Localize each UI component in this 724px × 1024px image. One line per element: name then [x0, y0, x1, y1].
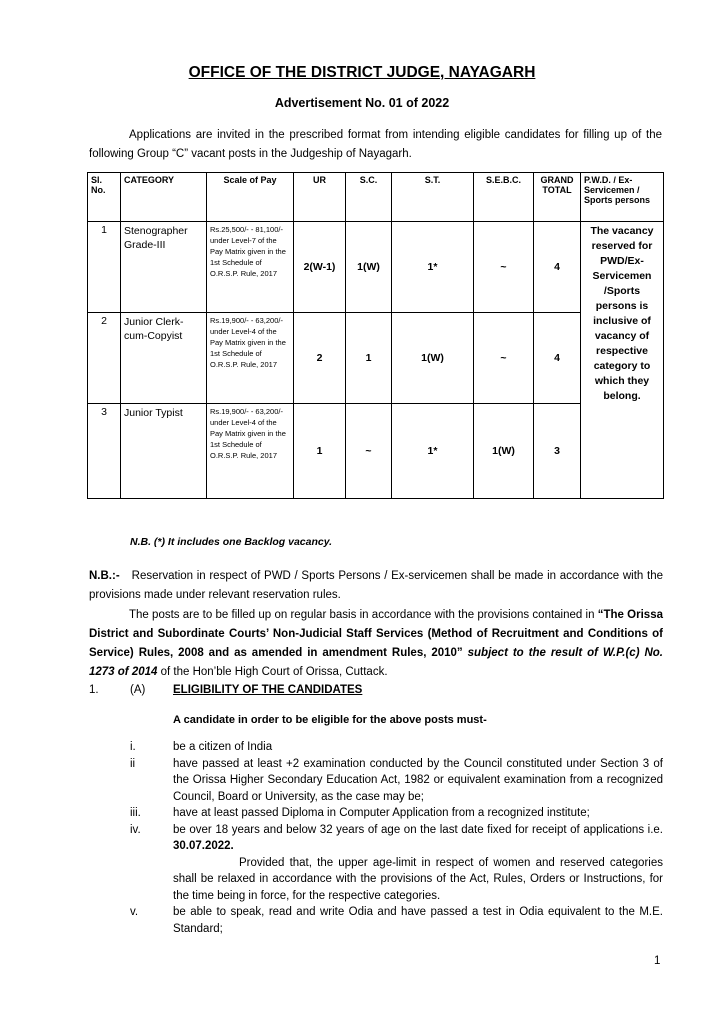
cell-sc: 1	[346, 313, 392, 404]
header-st: S.T.	[392, 173, 474, 222]
list-text-with-date	[173, 822, 663, 855]
cell-sl: 1	[88, 222, 121, 313]
header-pwd: P.W.D. / Ex-Servicemen / Sports persons	[581, 173, 664, 222]
cell-scale: Rs.19,900/- - 63,200/- under Level-4 of the Pay Matrix given in the 1st Schedule of O.R.S.P. Rule, 2017	[207, 313, 294, 404]
last-date: 30.07.2022.	[173, 840, 234, 852]
eligibility-list	[130, 739, 663, 937]
cell-total: 3	[534, 404, 581, 499]
proviso-text: Provided that, the upper age-limit in respect of women and reserved categories shall be relaxed in accordance with the provisions of the Act, Rules, Orders or Instructions, for the time being in force, for the respective categories.	[173, 856, 663, 902]
list-marker: ii	[130, 757, 136, 770]
section-number: 1.	[89, 684, 99, 696]
reservation-note-label: N.B.:-	[89, 570, 120, 582]
cell-st: 1*	[392, 404, 474, 499]
list-item	[130, 822, 663, 855]
header-grand-total: GRAND TOTAL	[534, 173, 581, 222]
section-heading: ELIGIBILITY OF THE CANDIDATES	[173, 684, 363, 696]
cell-category: Stenographer Grade-III	[121, 222, 207, 313]
recruitment-rules-paragraph	[89, 606, 663, 682]
list-item	[130, 805, 663, 822]
table-row	[88, 222, 664, 313]
table-row	[88, 313, 664, 404]
cell-st: 1(W)	[392, 313, 474, 404]
list-item	[130, 904, 663, 937]
cell-sebc: ~	[474, 313, 534, 404]
section-subnumber: (A)	[130, 684, 146, 696]
list-item	[130, 756, 663, 806]
list-marker: iii.	[130, 807, 141, 819]
list-text: be a citizen of India	[173, 741, 273, 753]
header-ur: UR	[294, 173, 346, 222]
rules-text-part1: The posts are to be filled up on regular basis in accordance with the provisions contained in	[129, 609, 598, 621]
intro-text: Applications are invited in the prescribed format from intending eligible candidates for filling up of the following Group “C” vacant posts in the Judgeship of Nayagarh.	[89, 129, 662, 160]
office-title: OFFICE OF THE DISTRICT JUDGE, NAYAGARH	[188, 64, 536, 81]
cell-sebc: ~	[474, 222, 534, 313]
rules-text-part2: of the Hon’ble High Court of Orissa, Cuttack.	[157, 666, 388, 678]
header-category: CATEGORY	[121, 173, 207, 222]
list-item	[130, 739, 663, 756]
list-marker	[130, 855, 173, 905]
backlog-note: N.B. (*) It includes one Backlog vacancy.	[130, 536, 333, 548]
table-row	[88, 404, 664, 499]
list-text: be over 18 years and below 32 years of age on the last date fixed for receipt of applications i.e.	[173, 823, 663, 836]
list-text: be able to speak, read and write Odia and have passed a test in Odia equivalent to the M.E. Standard;	[173, 906, 663, 935]
list-marker: v.	[130, 906, 139, 918]
cell-sl: 3	[88, 404, 121, 499]
rules-title: “The Orissa District and Subordinate Courts’ Non-Judicial Staff Services (Method of Recruitment and Conditions of Service) Rules, 2008 and as amended in amendment Rules, 2010”	[89, 609, 663, 659]
intro-paragraph	[89, 126, 662, 164]
header-sl: Sl. No.	[88, 173, 121, 222]
cell-st: 1*	[392, 222, 474, 313]
cell-remark: The vacancy reserved for PWD/Ex-Servicemen /Sports persons is inclusive of vacancy of respective category to which they belong.	[581, 222, 664, 499]
vacancy-table	[87, 172, 664, 499]
reservation-note-text: Reservation in respect of PWD / Sports Persons / Ex-servicemen shall be made in accordance with the provisions made under relevant reservation rules.	[89, 570, 663, 601]
header-scale: Scale of Pay	[207, 173, 294, 222]
cell-total: 4	[534, 313, 581, 404]
list-text: have at least passed Diploma in Computer Application from a recognized institute;	[173, 807, 590, 819]
reservation-note	[89, 567, 663, 605]
cell-sl: 2	[88, 313, 121, 404]
cell-sc: ~	[346, 404, 392, 499]
list-item	[130, 855, 663, 905]
cell-sc: 1(W)	[346, 222, 392, 313]
eligibility-lead: A candidate in order to be eligible for the above posts must-	[173, 714, 487, 726]
page-number: 1	[654, 955, 661, 967]
cell-category: Junior Clerk-cum-Copyist	[121, 313, 207, 404]
table-header-row	[88, 173, 664, 222]
advertisement-number: Advertisement No. 01 of 2022	[274, 96, 450, 110]
list-text: have passed at least +2 examination conducted by the Council constituted under Section 3 of the Orissa Higher Secondary Education Act, 1982 or equivalent examination from a recognized Council, Board or University, as the case may be;	[173, 757, 663, 803]
header-sebc: S.E.B.C.	[474, 173, 534, 222]
list-marker: iv.	[130, 823, 141, 836]
writ-petition-reference: subject to the result of W.P.(c) No. 1273 of 2014	[89, 647, 663, 678]
cell-scale: Rs.25,500/- - 81,100/- under Level-7 of the Pay Matrix given in the 1st Schedule of O.R.S.P. Rule, 2017	[207, 222, 294, 313]
cell-sebc: 1(W)	[474, 404, 534, 499]
cell-ur: 2	[294, 313, 346, 404]
cell-scale: Rs.19,900/- - 63,200/- under Level-4 of the Pay Matrix given in the 1st Schedule of O.R.S.P. Rule, 2017	[207, 404, 294, 499]
list-marker: i.	[130, 741, 136, 753]
cell-ur: 1	[294, 404, 346, 499]
cell-total: 4	[534, 222, 581, 313]
cell-ur: 2(W-1)	[294, 222, 346, 313]
cell-category: Junior Typist	[121, 404, 207, 499]
header-sc: S.C.	[346, 173, 392, 222]
